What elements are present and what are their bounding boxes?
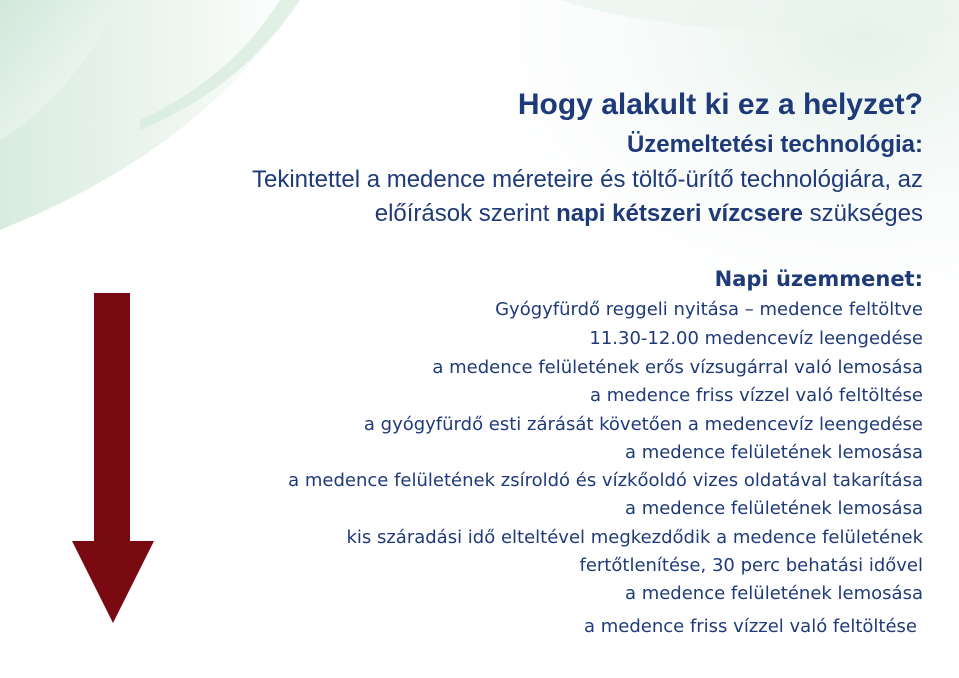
step-item: a medence felületének zsíroldó és vízkőoldó vizes oldatával takarítása: [288, 470, 923, 491]
step-item: a medence friss vízzel való feltöltése: [583, 616, 917, 637]
page-subtitle: Üzemeltetési technológia:: [626, 131, 923, 158]
step-item: Gyógyfürdő reggeli nyitása – medence feltöltve: [495, 299, 923, 320]
intro-line-2: [375, 200, 923, 228]
step-item: a medence felületének erős vízsugárral való lemosása: [432, 357, 923, 378]
step-item: a medence felületének lemosása: [624, 583, 923, 604]
step-item: fertőtlenítése, 30 perc behatási idővel: [579, 555, 923, 576]
step-item: a medence felületének lemosása: [624, 498, 923, 519]
down-arrow-icon: [72, 293, 154, 623]
intro-emphasis: napi kétszeri vízcsere: [556, 200, 803, 227]
intro-line-1: Tekintettel a medence méreteire és töltő-ürítő technológiára, az: [251, 166, 923, 193]
intro-text: előírások szerint: [374, 200, 557, 227]
step-item: 11.30-12.00 medencevíz leengedése: [589, 328, 923, 349]
step-item: kis száradási idő elteltével megkezdődik a medence felületének: [346, 527, 923, 548]
step-item: a medence felületének lemosása: [624, 442, 923, 463]
step-item: a gyógyfürdő esti zárását követően a medencevíz leengedése: [363, 414, 923, 435]
page-title: Hogy alakult ki ez a helyzet?: [517, 88, 923, 121]
step-item: a medence friss vízzel való feltöltése: [589, 385, 923, 406]
intro-text-end: szükséges: [802, 200, 923, 227]
daily-heading: Napi üzemmenet:: [714, 267, 923, 291]
